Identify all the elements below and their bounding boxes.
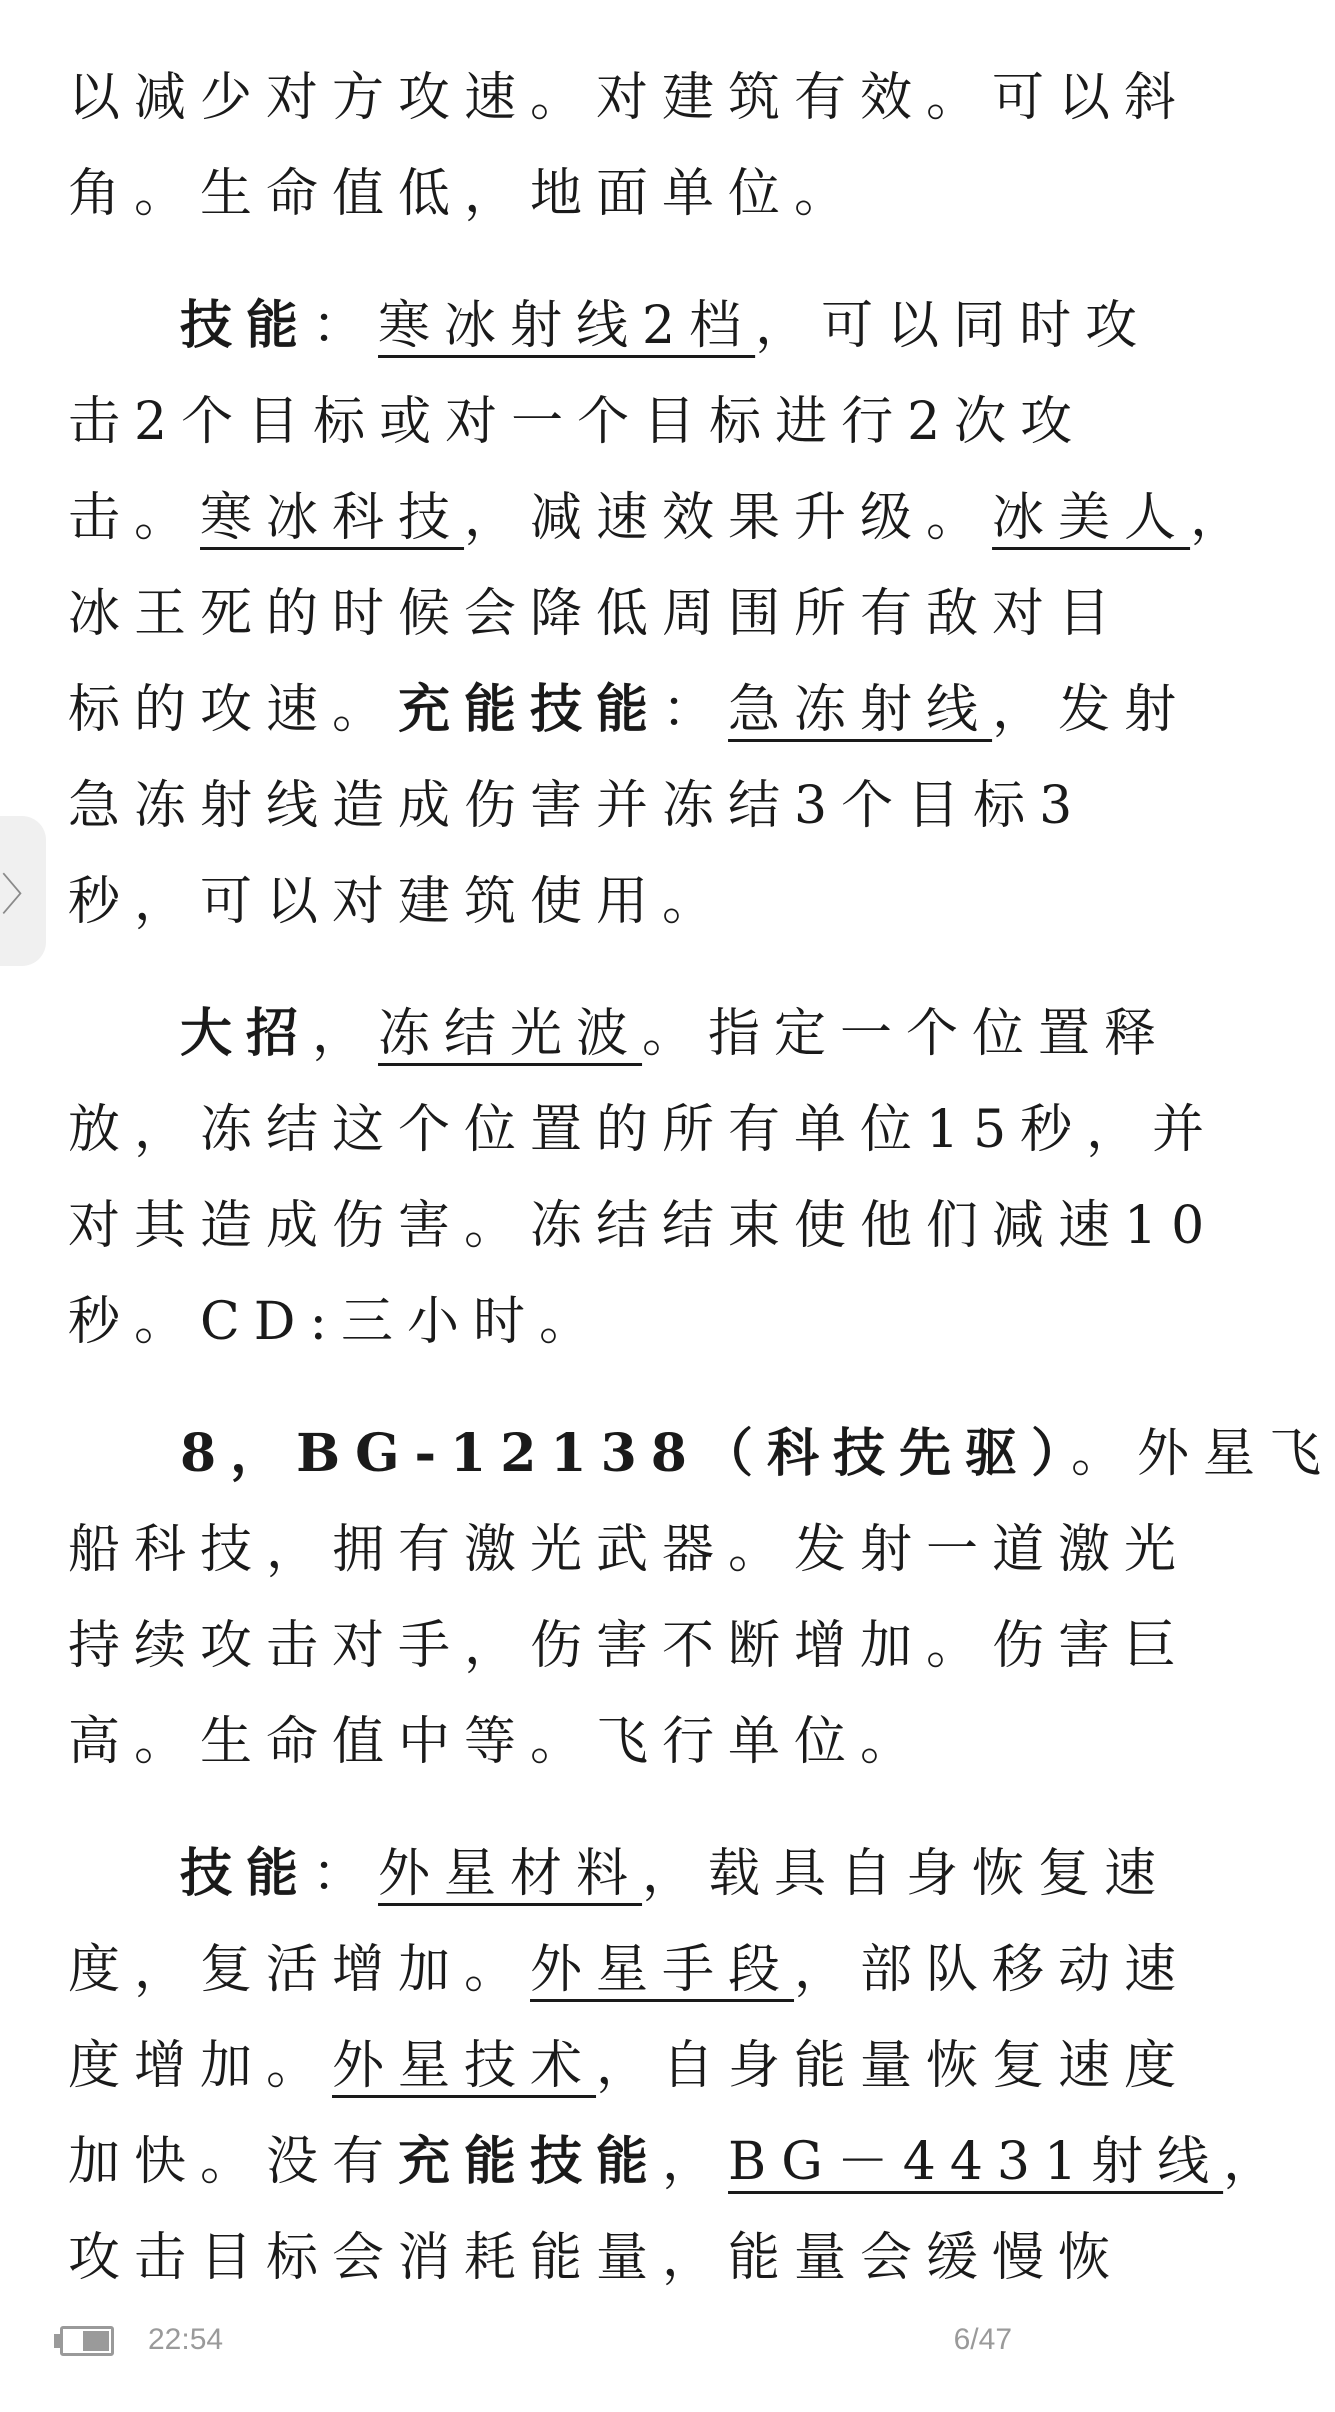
text-segment: 加快。没有 [68, 2132, 399, 2192]
page-indicator: 6/47 [953, 2323, 1012, 2356]
text-segment: ： [312, 1844, 379, 1904]
text-line [68, 1178, 1219, 1274]
text-segment: ，自身能量恢复速度 [596, 2036, 1191, 2096]
text-segment: ， [1190, 488, 1257, 548]
text-segment: 。外星飞 [1070, 1424, 1335, 1484]
text-line [68, 2210, 1125, 2306]
clock: 22:54 [148, 2323, 224, 2356]
chevron-right-icon: 〉 [1, 870, 45, 921]
text-line [68, 2114, 1290, 2210]
underlined-phrase: BG－4431射线 [728, 2132, 1224, 2192]
text-line [68, 146, 1012, 242]
text-line [68, 470, 1257, 566]
text-line [180, 1406, 1335, 1502]
text-segment: ，载具自身恢复速 [642, 1844, 1171, 1904]
text-line [68, 1082, 1219, 1178]
text-line [68, 662, 1191, 758]
underlined-phrase: 外星材料 [378, 1844, 643, 1904]
underlined-phrase: 冰美人 [992, 488, 1191, 548]
text-segment: 船科技，拥有激光武器。发射一道激光 [68, 1520, 1191, 1580]
bold-phrase: 技能 [180, 1843, 313, 1904]
text-line [68, 1922, 1191, 2018]
underlined-phrase: 冻结光波 [378, 1004, 643, 1064]
text-segment: ，可以同时攻 [755, 296, 1152, 356]
battery-icon [60, 2326, 114, 2356]
text-line [68, 758, 1087, 854]
underlined-phrase: 外星技术 [332, 2036, 597, 2096]
text-segment: 秒，可以对建筑使用。 [68, 872, 729, 932]
underlined-phrase: 寒冰射线2档 [378, 296, 756, 356]
text-segment: ，发射 [992, 680, 1191, 740]
text-segment: 击2个目标或对一个目标进行2次攻 [68, 392, 1087, 452]
text-segment: ， [1223, 2132, 1290, 2192]
battery-level [83, 2331, 109, 2351]
underlined-phrase: 外星手段 [530, 1940, 795, 2000]
text-segment: ，减速效果升级。 [464, 488, 993, 548]
text-segment: ： [662, 680, 729, 740]
text-segment: 持续攻击对手，伤害不断增加。伤害巨 [68, 1616, 1191, 1676]
text-segment: 标的攻速。 [68, 680, 399, 740]
text-line [68, 1694, 1012, 1790]
text-segment: ，部队移动速 [794, 1940, 1191, 2000]
text-line [68, 1274, 1012, 1370]
text-segment: 以减少对方攻速。对建筑有效。可以斜 [68, 68, 1191, 128]
text-segment: 攻击目标会消耗能量，能量会缓慢恢 [68, 2228, 1125, 2288]
text-line [68, 374, 1087, 470]
text-segment: 秒。CD:三小时。 [68, 1292, 605, 1352]
bold-phrase: 大招 [180, 1003, 313, 1064]
text-line [180, 278, 1152, 374]
bold-phrase: 8，BG-12138（科技先驱） [180, 1423, 1071, 1484]
bold-phrase: 充能技能 [398, 2131, 663, 2192]
text-segment: 角。生命值低，地面单位。 [68, 164, 861, 224]
text-line [180, 1826, 1171, 1922]
text-line [68, 50, 1191, 146]
text-line [68, 854, 1012, 950]
text-line [68, 1502, 1191, 1598]
text-segment: 冰王死的时候会降低周围所有敌对目 [68, 584, 1125, 644]
text-segment: ， [312, 1004, 379, 1064]
text-segment: 放，冻结这个位置的所有单位15秒，并 [68, 1100, 1219, 1160]
bold-phrase: 技能 [180, 295, 313, 356]
text-segment: 高。生命值中等。飞行单位。 [68, 1712, 927, 1772]
text-segment: 。指定一个位置释 [642, 1004, 1171, 1064]
text-segment: 急冻射线造成伤害并冻结3个目标3 [68, 776, 1087, 836]
underlined-phrase: 寒冰科技 [200, 488, 465, 548]
text-segment: 对其造成伤害。冻结结束使他们减速10 [68, 1196, 1219, 1256]
text-segment: ： [312, 296, 379, 356]
battery-nub [54, 2334, 60, 2348]
side-menu-tab[interactable] [0, 816, 46, 966]
underlined-phrase: 急冻射线 [728, 680, 993, 740]
text-line [68, 1598, 1191, 1694]
text-line [68, 566, 1125, 662]
bold-phrase: 充能技能 [398, 679, 663, 740]
text-line [180, 986, 1171, 1082]
text-segment: 击。 [68, 488, 201, 548]
text-segment: 度增加。 [68, 2036, 333, 2096]
text-line [68, 2018, 1191, 2114]
text-segment: 度，复活增加。 [68, 1940, 531, 2000]
text-segment: ， [662, 2132, 729, 2192]
status-bar [0, 2300, 1080, 2412]
